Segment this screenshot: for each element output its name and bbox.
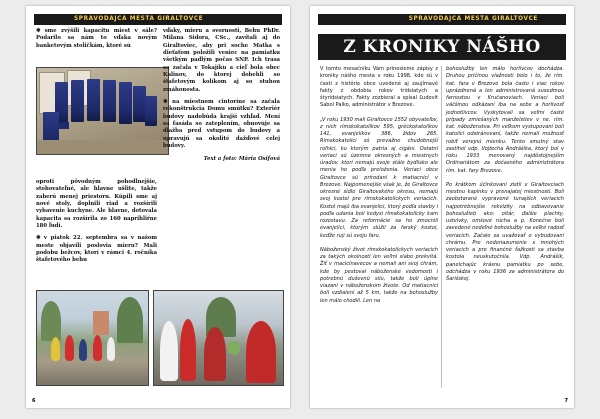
left-paragraph-3 — [36, 235, 157, 264]
right-paragraph-1: V tomto mesačníku Vám prinesieme zápisy z kroniky nášho mesta v roku 1998, kde sú v časti z histórie obce uvedené aj zaujímavé fakty z obdobia rokov tridsiatych a štyridsiatych. Fakty zozbieral a spísal Ľudovít Sabol Palko, administrátor v Brezove. — [320, 66, 438, 109]
photo-wreath — [228, 341, 240, 355]
left-paragraph-1 — [36, 28, 157, 50]
left-page — [26, 6, 290, 408]
left-paragraph-5 — [163, 99, 280, 150]
photo-chair — [103, 80, 116, 122]
left-paragraph-4-text: vďaky, mieru a svornosti, Behu PhDr. Milana Sidora, CSc., zavítali aj do Giraltoviec, aby pri soche Matka s dieťaťom položili veniec na pamiatku všetkým padlým počas SNP. Ich trasa sa začala v Tokajíku a cieľ bola obec Kalinov, do ktorej dobehli so štafetovým kolíkom aj so stuhou zmáhonosta. — [163, 28, 280, 93]
photo-building — [93, 311, 109, 335]
photo-chair — [145, 96, 157, 126]
photo-person — [160, 321, 178, 381]
paragraph-gap — [320, 240, 438, 247]
right-header-bar — [318, 14, 566, 25]
right-paragraph-3: Náboženský život rímskokatolíckych veriacich za takých okolností len veľmi slabo prekvitá. Žiť v macicínavecov a nemali ani svoj chrám, kde by pestoval náboženské vedomosti i potrebnú duševnú silu, takže boli úplne viazaní v náboženskom živote. Od matiacnici boli vzdialení až 5 km, takže na bohoslužby len málo chodili. Len na — [320, 246, 438, 304]
photo-runner — [79, 339, 87, 361]
snowflake-icon: ❅ — [36, 28, 41, 34]
left-paragraph-5-text: na miestnom cintoríne sa začala rekonštrukcia Domu smútku? Exteriér budovy nadobúda krajší vzhľad. Mení sa fasáda so zateplením, obnovuje sa dlažba pred vstupom do budovy a upravujú sa okolité dažďové celej budovy. — [163, 99, 280, 150]
left-paragraph-4 — [163, 28, 280, 94]
snowflake-icon: ❅ — [163, 99, 168, 106]
paragraph-gap — [320, 110, 438, 117]
photo-relay-runners — [36, 290, 149, 386]
right-column-2 — [446, 66, 564, 388]
photo-wreath-ceremony — [153, 290, 284, 386]
paragraph-gap — [446, 175, 564, 182]
left-header-bar — [34, 14, 282, 25]
section-banner — [318, 34, 566, 83]
photo-person — [204, 327, 226, 381]
left-paragraph-2: oproti pôvodným pohodlnejšie, stohovateľné, ale hlavne ušlite, takže zaberú menej priestoru. Kúpili sme aj nové stoly, doplnili riad a rozšírili vybavenie kuchyne. Ale hlavne, dotovala kapacita sa rozšírila zo 160 naprihliŕne 180 ľudí. — [36, 179, 157, 230]
right-column-1 — [320, 66, 438, 388]
photo-person — [180, 319, 196, 381]
column-divider — [441, 66, 442, 388]
left-page-number: 6 — [32, 398, 36, 404]
photo-tree — [41, 301, 61, 341]
left-column-2 — [163, 28, 280, 278]
right-page-number: 7 — [564, 398, 568, 404]
photo-person — [246, 321, 276, 383]
section-title: Z KRONIKY NÁŠHO MESTA — [343, 37, 541, 83]
photo-credit: Text a foto: Mária Osifová — [203, 155, 280, 162]
right-paragraph-4: bohoslužby len málo horlivcov dochádza. Druhou príčinou vlažnosti bolo i to, že rím. kat. fara v Brezove bola často i viac rokov uprázdnená a len administrovaná susedmou farnostou v Kručanoviach. Veriaci boli väčšinou odkázaní iba na sebe a horlivosť jednotlivcov. Vyskytovali sa veľmi časté prípady zmiešaných manželstiev v ne. rím. kat. náboženstva. Pri veľkom vystupovaní boli katolíci odstránovaní, takže nemali možnosť robiť verejnú mienku. Tento smutný stav zastihol vdp. Vojtecha Andrášika, ktorý bol v roku 1933 menovaný najdôstojnejším Ordinariátom za dočasného administrátora rím. kat. fary Brezove. — [446, 66, 564, 174]
right-paragraph-2: „V roku 1930 mali Giraltovce 1552 obyvateľov, z nich rímskokatolíkov 595, gréckokatolíkov 141, evanjelikov 386, židov 265. Rímskokatolíci sú prevažne chudobnejší roľníci, ku ktorým patria aj cigáni. Ostatní veriaci sú územne okresných a miestnych úradov, ktorí nemajú svoje stále bydlisko ale menia ho podľa preloženia. Veriaci obce Giraltovce sú prírodaní k matiacnicí v Brezove. Najpomenejšie však je, že Giraltovce okresné sídlo Giraltovského okresu, nemajú svoj kostol pre rímskokatolíckych veriacich. Kostol majú iba evanjelici, ktorý podľa stavby i podľa udania boli kedysi rímskokatolícky kam rozostavu. Za reformácie sa ho zmocnili evanjelici, ktorým slúžil za farský kostol, keďže ruji sú svoju faru. — [320, 116, 438, 239]
right-header-title: SPRAVODAJCA MESTA GIRALTOVCE — [408, 16, 538, 22]
photo-chair — [119, 82, 132, 124]
left-paragraph-1-text: sme zvýšili kapacitu miest v sále? Podarilo sa nám to vďaka novým banketovým stoličkám, ktoré sú — [36, 28, 158, 49]
photo-chair — [87, 79, 100, 121]
photo-chair — [71, 80, 84, 122]
snowflake-icon: ❅ — [36, 235, 41, 242]
photo-runner — [93, 335, 102, 361]
photo-runner — [107, 337, 115, 361]
left-header-title: SPRAVODAJCA MESTA GIRALTOVCE — [74, 16, 204, 22]
right-page — [310, 6, 574, 408]
photo-runner — [65, 335, 74, 361]
photo-runner — [51, 337, 60, 361]
photo-floor — [37, 140, 168, 154]
right-paragraph-5: Po krátkom účinkovaní zistil v Giraltovciach mestnu kaplnku v prenajatej miestnosti. Boli zaobstarané vypravené tunajších veriacich najpotrebnejšie rekvizity na odbavovanie bohoslužieb ako: oltár, ďalšie plachty, ustvlvky, omšové rúcha a p. Konečne boli zavedené nedeľné bohoslužby na veľké radosť veriacich. Začalo sa uvažovať o vybudovaní chrámu. Pre nedoriazumenie s mnohých veriacich a pre finančné ťažkosti sa stavba kostola neuskutočnila. Vdp. Andrášik, panelchajúc krásnu pamiatku po sebe, odchádza v roku 1936 za administrátora do Šarišskej. — [446, 181, 564, 282]
photo-banquet-chairs — [36, 67, 169, 155]
left-paragraph-3-text: v piatok 22. septembra sa v našom meste objavili poslovia mieru? Mali podobu bežcov, ktorí v rámci 4. ročníka štafetového behu — [36, 235, 157, 264]
photo-tree — [117, 297, 143, 343]
